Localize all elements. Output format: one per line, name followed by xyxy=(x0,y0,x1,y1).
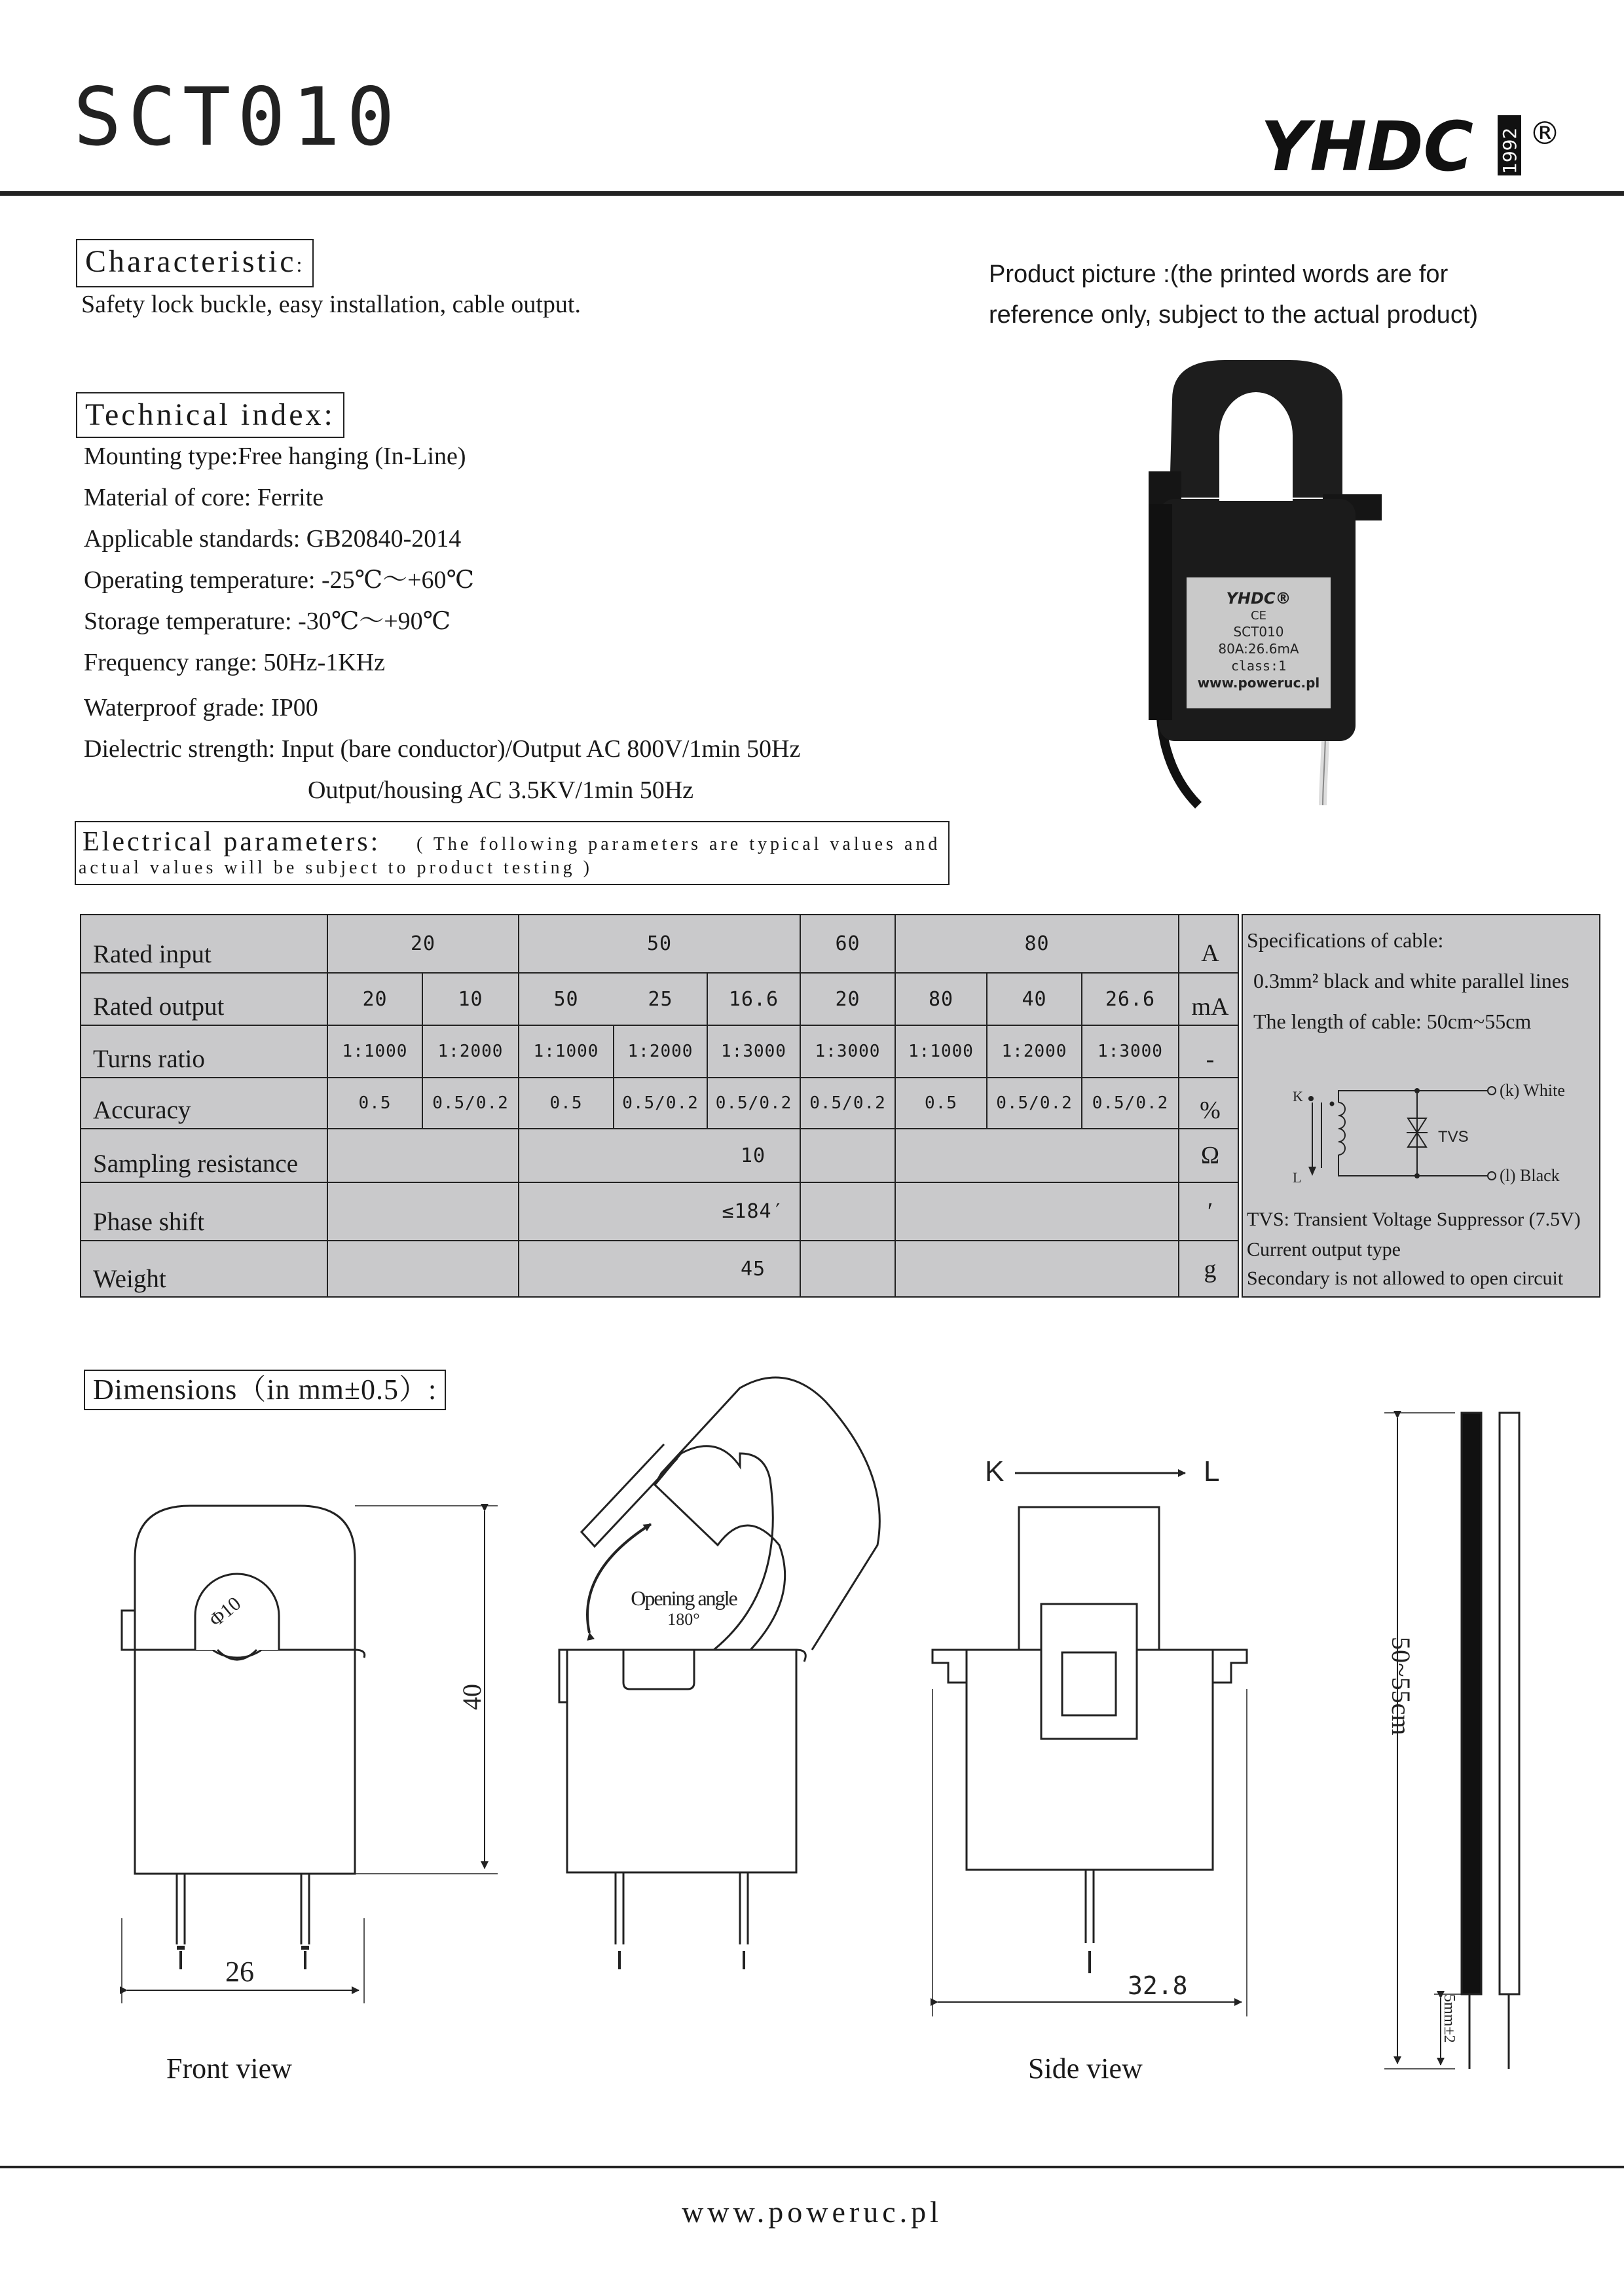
turns-ratio-cell: 1:1000 xyxy=(342,1042,408,1061)
label-brand: YHDC® xyxy=(1226,589,1291,608)
open-circuit-note: Secondary is not allowed to open circuit xyxy=(1247,1267,1564,1289)
rated-output-cell: 40 xyxy=(1022,987,1047,1011)
rated-output-cell: 20 xyxy=(835,987,860,1011)
height-label: 40 xyxy=(457,1684,487,1710)
brand-year: 1992 xyxy=(1499,127,1521,174)
turns-ratio-cell: 1:1000 xyxy=(908,1042,974,1061)
width-front-label: 26 xyxy=(225,1956,254,1988)
rated-output-cell: 10 xyxy=(458,987,483,1011)
l-label: L xyxy=(1204,1455,1220,1487)
cable-length-label: 50~55cm xyxy=(1386,1637,1416,1736)
row-label-rated-output: Rated output xyxy=(93,993,225,1021)
characteristic-text: Safety lock buckle, easy installation, cable output. xyxy=(81,291,581,318)
turns-ratio-cell: 1:2000 xyxy=(627,1042,693,1061)
cable-spec-line1: 0.3mm² black and white parallel lines xyxy=(1253,969,1570,993)
black-wire-label: (l) Black xyxy=(1500,1166,1560,1185)
white-wire-label: (k) White xyxy=(1500,1083,1565,1100)
label-class: class:1 xyxy=(1230,658,1287,674)
technical-index-heading xyxy=(76,392,344,438)
technical-index-heading-text: Technical index xyxy=(85,397,324,432)
cable-spec-title: Specifications of cable: xyxy=(1247,928,1444,952)
product-photo xyxy=(1126,354,1401,812)
characteristic-heading xyxy=(76,239,314,287)
k-label: K xyxy=(985,1455,1005,1487)
spec-core-material: Material of core: Ferrite xyxy=(84,484,324,511)
dimension-drawings xyxy=(0,1375,1624,2115)
accuracy-cell: 0.5/0.2 xyxy=(1092,1093,1169,1113)
sampling-resistance-value: 10 xyxy=(740,1144,766,1167)
header-rule xyxy=(0,191,1624,196)
rated-output-cell: 25 xyxy=(648,987,673,1011)
product-caption-line2: reference only, subject to the actual product) xyxy=(989,301,1479,329)
cable-spec-line2: The length of cable: 50cm~55cm xyxy=(1253,1010,1532,1033)
phase-shift-value: ≤184′ xyxy=(722,1200,784,1223)
unit-cell: % xyxy=(1200,1097,1221,1124)
accuracy-cell: 0.5/0.2 xyxy=(715,1093,792,1113)
label-ce: CE xyxy=(1251,609,1266,623)
spec-frequency-range: Frequency range: 50Hz-1KHz xyxy=(84,649,386,676)
width-side-label: 32.8 xyxy=(1128,1971,1188,2000)
hole-diameter-label: Φ10 xyxy=(205,1592,246,1631)
row-label-weight: Weight xyxy=(93,1265,166,1293)
product-caption xyxy=(989,254,1578,335)
turns-ratio-cell: 1:2000 xyxy=(1001,1042,1067,1061)
pin-k-label: K xyxy=(1293,1088,1303,1104)
unit-cell: Ω xyxy=(1200,1142,1220,1169)
spec-standards: Applicable standards: GB20840-2014 xyxy=(84,525,462,553)
cable-drawing xyxy=(1384,1413,1519,2069)
accuracy-cell: 0.5/0.2 xyxy=(996,1093,1073,1113)
row-label-accuracy: Accuracy xyxy=(93,1096,191,1124)
tvs-label: TVS xyxy=(1438,1128,1469,1146)
spec-dielectric-strength: Dielectric strength: Input (bare conductor)/Output AC 800V/1min 50Hz xyxy=(84,735,801,763)
characteristic-heading-colon: : xyxy=(296,253,305,276)
label-rating: 80A:26.6mA xyxy=(1218,641,1299,657)
characteristic-heading-text: Characteristic xyxy=(85,244,297,279)
strip-length-label: 5mm±2 xyxy=(1441,1994,1458,2043)
tvs-note: TVS: Transient Voltage Suppressor (7.5V) xyxy=(1247,1209,1581,1230)
accuracy-cell: 0.5/0.2 xyxy=(809,1093,886,1113)
row-label-phase-shift: Phase shift xyxy=(93,1208,205,1236)
unit-cell: ′ xyxy=(1207,1197,1213,1226)
turns-ratio-cell: 1:3000 xyxy=(815,1042,881,1061)
spec-storage-temp: Storage temperature: -30℃～+90℃ xyxy=(84,608,451,635)
brand-name: YHDC xyxy=(1261,110,1473,181)
turns-ratio-cell: 1:2000 xyxy=(437,1042,504,1061)
rated-input-cell: 50 xyxy=(646,932,673,955)
turns-ratio-cell: 1:1000 xyxy=(533,1042,599,1061)
rated-output-cell: 80 xyxy=(928,987,954,1011)
accuracy-cell: 0.5 xyxy=(549,1093,583,1113)
electrical-parameters-heading xyxy=(75,821,950,885)
spec-mounting-type: Mounting type:Free hanging (In-Line) xyxy=(84,443,466,470)
parameter-table xyxy=(80,914,1239,1298)
rated-output-cell: 16.6 xyxy=(728,987,779,1011)
label-url: www.poweruc.pl xyxy=(1197,675,1320,691)
opening-angle-title: Opening angle xyxy=(631,1586,737,1610)
accuracy-cell: 0.5/0.2 xyxy=(432,1093,509,1113)
rated-output-cell: 50 xyxy=(553,987,579,1011)
label-model: SCT010 xyxy=(1233,624,1284,640)
rated-input-cell: 80 xyxy=(1024,932,1050,955)
opening-angle-value: 180° xyxy=(667,1610,700,1629)
weight-value: 45 xyxy=(740,1258,766,1281)
spec-operating-temp: Operating temperature: -25℃～+60℃ xyxy=(84,566,475,594)
row-label-rated-input: Rated input xyxy=(93,940,212,968)
wiring-schematic xyxy=(1243,1083,1602,1194)
footer-url[interactable]: www.poweruc.pl xyxy=(682,2195,942,2229)
unit-cell: - xyxy=(1206,1046,1215,1073)
accuracy-cell: 0.5 xyxy=(358,1093,392,1113)
rated-output-cell: 26.6 xyxy=(1105,987,1156,1011)
accuracy-cell: 0.5 xyxy=(925,1093,957,1113)
turns-ratio-cell: 1:3000 xyxy=(1098,1042,1163,1061)
opening-view-drawing xyxy=(559,1377,879,1969)
rated-input-cell: 20 xyxy=(410,932,436,955)
electrical-parameters-note-1: ( The following parameters are typical values and xyxy=(416,834,941,854)
unit-cell: A xyxy=(1201,939,1219,967)
turns-ratio-cell: 1:3000 xyxy=(721,1042,786,1061)
technical-index-heading-colon: : xyxy=(323,397,335,432)
unit-cell: mA xyxy=(1191,993,1229,1021)
page-title: SCT010 xyxy=(73,71,401,164)
pin-l-label: L xyxy=(1293,1169,1302,1186)
side-view-label: Side view xyxy=(1028,2052,1143,2085)
side-view-drawing xyxy=(932,1473,1247,2016)
registered-mark: ® xyxy=(1529,115,1560,152)
electrical-parameters-note-2: actual values will be subject to product testing ) xyxy=(79,858,593,878)
unit-cell: g xyxy=(1204,1255,1217,1283)
rated-output-cell: 20 xyxy=(362,987,388,1011)
accuracy-cell: 0.5/0.2 xyxy=(622,1093,699,1113)
front-view-label: Front view xyxy=(166,2052,292,2085)
dimensions-heading: Dimensions（in mm±0.5）: xyxy=(84,1370,446,1410)
output-type-note: Current output type xyxy=(1247,1239,1401,1260)
row-label-sampling-resistance: Sampling resistance xyxy=(93,1150,299,1178)
front-view-drawing xyxy=(122,1506,498,2003)
footer-rule xyxy=(0,2166,1624,2168)
cable-spec-panel xyxy=(1242,914,1600,1298)
rated-input-cell: 60 xyxy=(835,932,860,955)
row-label-turns-ratio: Turns ratio xyxy=(93,1045,205,1073)
spec-waterproof-grade: Waterproof grade: IP00 xyxy=(84,694,318,721)
brand-logo xyxy=(1261,110,1567,181)
product-caption-line1: Product picture :(the printed words are for xyxy=(989,261,1449,288)
electrical-parameters-title: Electrical parameters: xyxy=(83,827,381,857)
spec-dielectric-strength-2: Output/housing AC 3.5KV/1min 50Hz xyxy=(308,776,694,804)
